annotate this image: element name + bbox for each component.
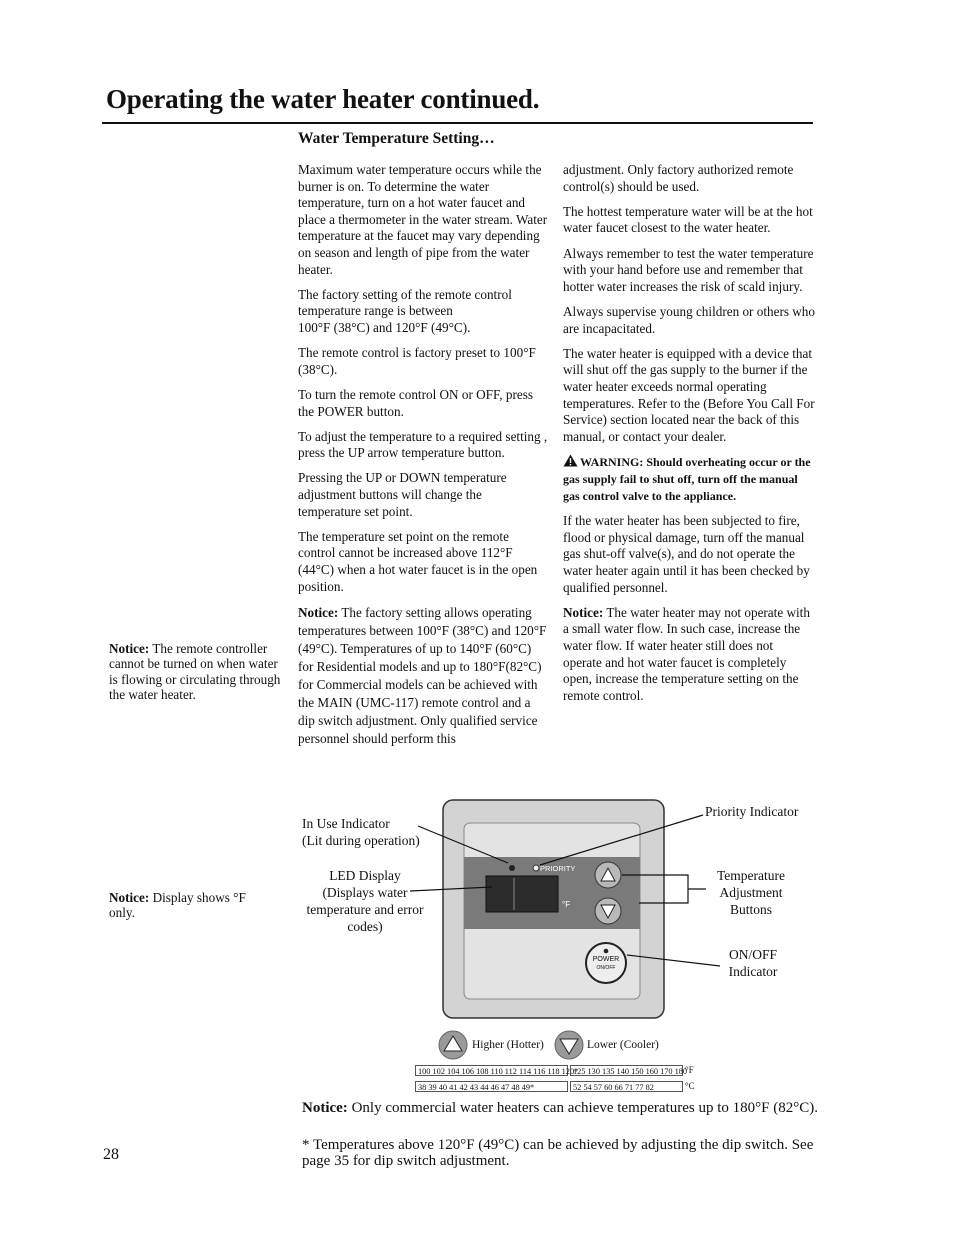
paragraph: The factory setting of the remote control temperature range is between 100°F (38°C) and 120°F (49°C). [298, 286, 512, 335]
paragraph: To turn the remote control ON or OFF, press the POWER button. [298, 386, 533, 419]
paragraph: Pressing the UP or DOWN temperature adjustment buttons will change the temperature set point. [298, 470, 507, 519]
side-notice-remote: Notice: The remote controller cannot be turned on when water is flowing or circulating through the water heater. [109, 641, 281, 703]
paragraph: The hottest temperature water will be at the hot water faucet closest to the water heater. [563, 203, 813, 236]
paragraph: The remote control is factory preset to 100°F (38°C). [298, 345, 536, 377]
paragraph: To adjust the temperature to a required setting , press the UP arrow temperature button. [298, 428, 548, 461]
panel-unit-label: °F [562, 900, 571, 909]
priority-indicator-label: Priority Indicator [705, 804, 799, 819]
celsius-scale-standard: 38 39 40 41 42 43 44 46 47 48 49* [415, 1081, 568, 1092]
panel-power-label: POWER [592, 956, 620, 963]
paragraph: If the water heater has been subjected to fire, flood or physical damage, turn off the manual gas shut-off valve(s), and do not operate the water heater again until it has been checked by qualified personnel. [563, 513, 810, 595]
paragraph: The temperature set point on the remote control cannot be increased above 112°F (44°C) when a hot water faucet is in the open position. [298, 528, 538, 594]
higher-legend: Higher (Hotter) [472, 1039, 544, 1051]
panel-onoff-label: ON/OFF [596, 965, 616, 971]
paragraph: adjustment. Only factory authorized remote control(s) should be used. [563, 162, 794, 194]
warning-paragraph: WARNING: Should overheating occur or the gas supply fail to shut off, turn off the manual gas control valve to the appliance. [563, 454, 811, 504]
fahrenheit-unit: °F [685, 1065, 694, 1075]
notice-paragraph: Notice: The water heater may not operate with a small water flow. In such case, increase the water flow. If water heater still does not operate and hot water faucet is completely open, increase the temperature setting on the remote control. [563, 604, 810, 703]
bottom-notice: Notice: Only commercial water heaters can achieve temperatures up to 180°F (82°C). [302, 1100, 818, 1116]
led-display-label: LED Display (Displays water temperature and error codes) [306, 868, 424, 934]
page-number: 28 [103, 1146, 119, 1163]
onoff-indicator-label: ON/OFF Indicator [728, 947, 778, 979]
fahrenheit-scale-standard: 100 102 104 106 108 110 112 114 116 118 120* [415, 1065, 568, 1076]
paragraph: Maximum water temperature occurs while the burner is on. To determine the water temperature, turn on a hot water faucet and place a thermometer in the water stream. Water temperature at the faucet may vary depending on season and length of pipe from the water heater. [298, 162, 548, 277]
celsius-unit: °C [685, 1081, 695, 1091]
paragraph: The water heater is equipped with a device that will shut off the gas supply to the burner if the water heater exceeds normal operating temperatures. Refer to the (Before You Call For Service) section located near the back of this manual, or contact your dealer. [563, 345, 815, 444]
celsius-scale-extended: 52 54 57 60 66 71 77 82 [570, 1081, 683, 1092]
in-use-indicator-label: In Use Indicator (Lit during operation) [302, 816, 420, 848]
lower-legend: Lower (Cooler) [587, 1039, 659, 1051]
panel-priority-label: PRIORITY [540, 864, 576, 873]
temperature-buttons-label: Temperature Adjustment Buttons [716, 868, 785, 917]
fahrenheit-scale-extended: 125 130 135 140 150 160 170 180 [570, 1065, 683, 1076]
paragraph: Always supervise young children or others who are incapacitated. [563, 303, 815, 336]
section-title: Water Temperature Setting… [298, 130, 495, 147]
side-notice-display: Notice: Display shows °F only. [109, 890, 246, 921]
page-title: Operating the water heater continued. [106, 84, 540, 114]
footnote: * Temperatures above 120°F (49°C) can be achieved by adjusting the dip switch. See page 35 for dip switch adjustment. [302, 1137, 814, 1169]
paragraph: Always remember to test the water temperature with your hand before use and remember that hotter water increases the risk of scald injury. [563, 245, 814, 294]
notice-paragraph: Notice: The factory setting allows operating temperatures between 100°F (38°C) and 120°F (49°C). Temperatures of up to 140°F (60°C) for Residential models and up to 180°F(82°C) for Commercial models can be achieved with the MAIN (UMC-117) remote control and a dip switch adjustment. Only qualified service personnel should perform this [298, 604, 547, 746]
